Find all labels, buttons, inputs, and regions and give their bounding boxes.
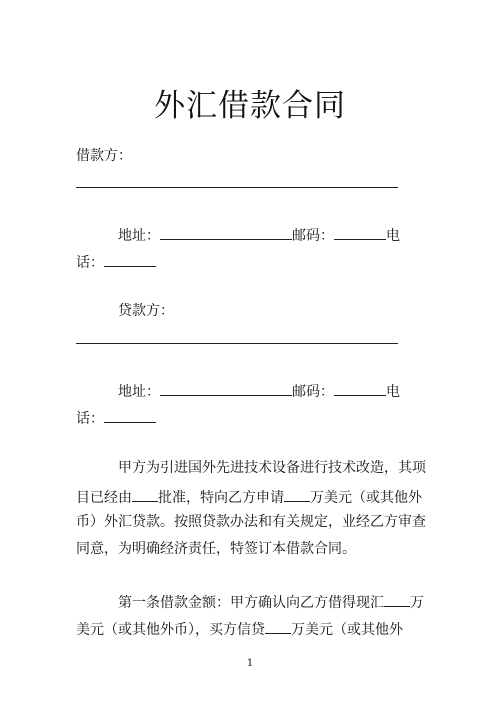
phone-label: 话： bbox=[76, 255, 104, 271]
phone-blank bbox=[104, 251, 156, 267]
phone-label-start: 电 bbox=[386, 384, 400, 400]
address-label: 地址： bbox=[118, 384, 160, 400]
contract-title: 外汇借款合同 bbox=[154, 88, 346, 124]
article1-line2: 美元（或其他外币），买方信贷 万美元（或其他外 bbox=[76, 618, 403, 640]
borrower-label: 借款方： bbox=[76, 148, 132, 164]
article1-line1: 第一条借款金额：甲方确认向乙方借得现汇 万 bbox=[118, 591, 424, 613]
cash-amount-blank bbox=[384, 591, 410, 607]
approver-blank bbox=[132, 486, 158, 502]
postcode-label: 邮码： bbox=[292, 228, 334, 244]
phone-label: 话： bbox=[76, 411, 104, 427]
phone-label-start: 电 bbox=[386, 228, 400, 244]
para1-line2: 目已经由 批准，特向乙方申请 万美元（或其他外 bbox=[76, 486, 422, 508]
para1-line1: 甲方为引进国外先进技术设备进行技术改造，其项 bbox=[118, 460, 426, 476]
page-number: 1 bbox=[246, 658, 254, 669]
address-blank bbox=[160, 224, 292, 240]
address-label: 地址： bbox=[118, 228, 160, 244]
para1-line4: 同意，为明确经济责任，特签订本借款合同。 bbox=[76, 541, 356, 557]
lender-address-line bbox=[118, 380, 400, 402]
postcode-blank bbox=[334, 224, 386, 240]
postcode-blank bbox=[334, 380, 386, 396]
postcode-label: 邮码： bbox=[292, 384, 334, 400]
credit-amount-blank bbox=[265, 618, 291, 634]
phone-blank bbox=[104, 407, 156, 423]
lender-label: 贷款方： bbox=[118, 303, 174, 319]
borrower-name-blank bbox=[76, 187, 398, 188]
amount-blank bbox=[284, 486, 310, 502]
lender-name-blank bbox=[76, 343, 398, 344]
para1-line3: 币）外汇贷款。按照贷款办法和有关规定，业经乙方审查 bbox=[76, 514, 426, 530]
lender-phone-line bbox=[76, 407, 156, 429]
borrower-phone-line bbox=[76, 251, 156, 273]
borrower-address-line bbox=[118, 224, 400, 246]
address-blank bbox=[160, 380, 292, 396]
